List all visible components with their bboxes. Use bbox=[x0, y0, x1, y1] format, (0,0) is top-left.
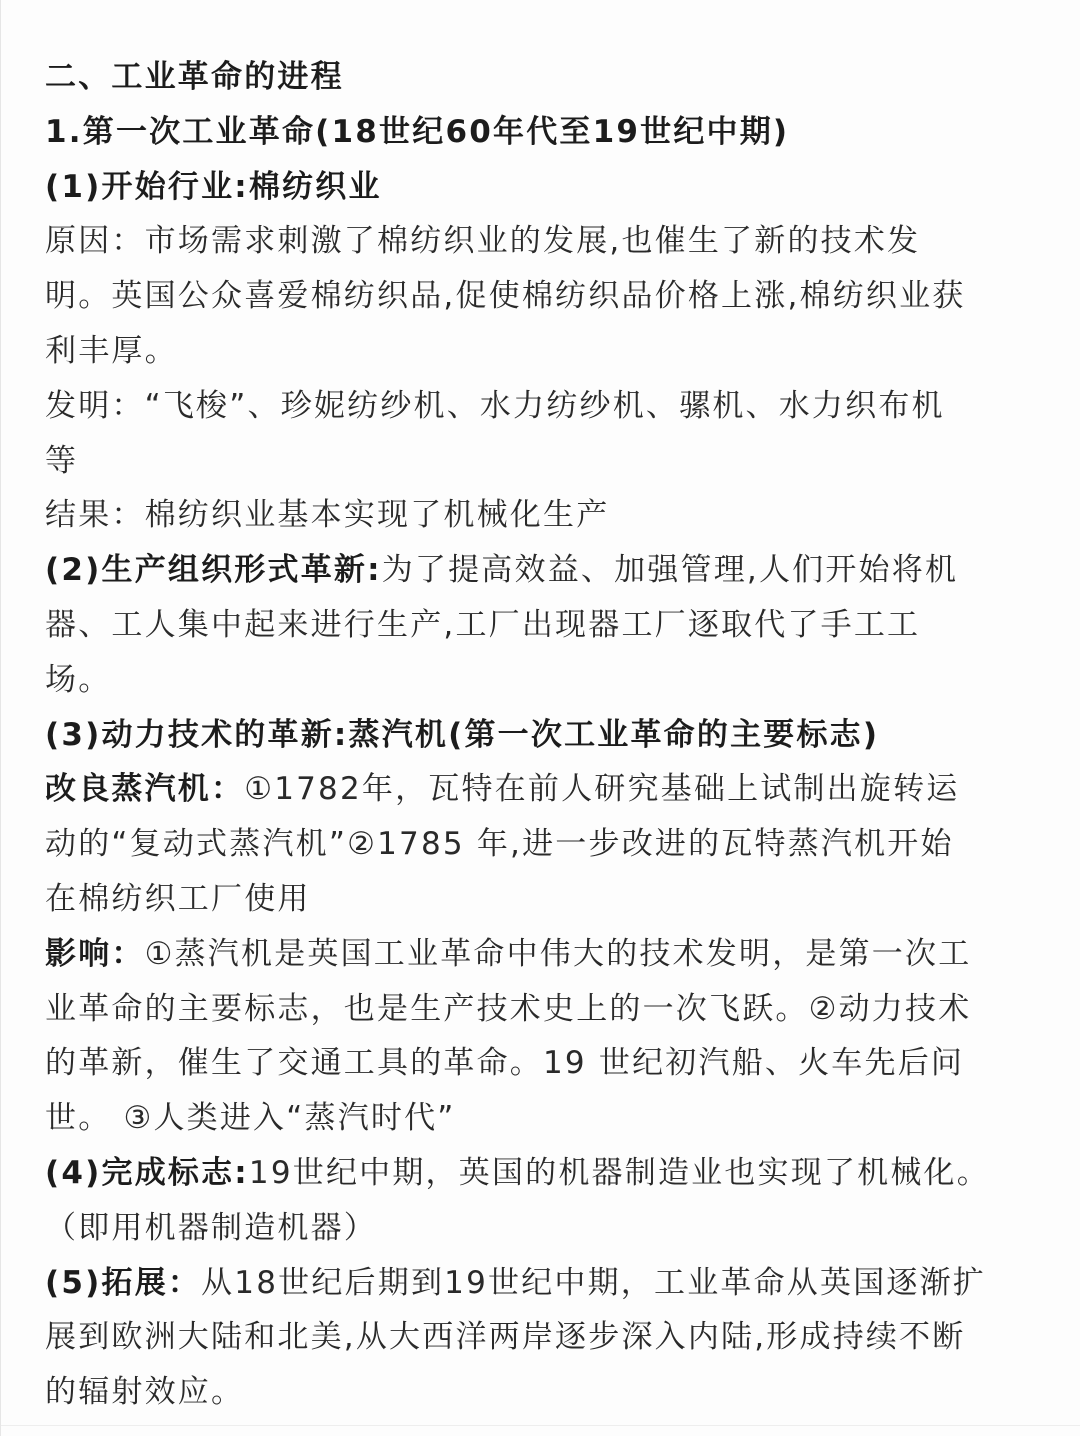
text-line: 利丰厚。 bbox=[45, 332, 178, 369]
subsection-heading: 1.第一次工业革命(18世纪60年代至19世纪中期) bbox=[45, 113, 790, 150]
text-line: 原因：市场需求刺激了棉纺织业的发展,也催生了新的技术发 bbox=[45, 223, 921, 260]
text-line: 发明：“飞梭”、珍妮纺纱机、水力纺纱机、骡机、水力织布机 bbox=[45, 387, 945, 424]
text-line: 结果：棉纺织业基本实现了机械化生产 bbox=[45, 497, 610, 534]
text-line: 动的“复动式蒸汽机”②1785 年,进一步改进的瓦特蒸汽机开始 bbox=[45, 826, 954, 863]
text-line: 器、工人集中起来进行生产,工厂出现器工厂逐取代了手工工 bbox=[45, 606, 921, 643]
text-line: 场。 bbox=[45, 661, 112, 698]
point-heading: (1)开始行业:棉纺织业 bbox=[45, 168, 382, 205]
text-line: 改良蒸汽机：①1782年，瓦特在前人研究基础上试制出旋转运 bbox=[45, 771, 960, 808]
point-heading: (4)完成标志:19世纪中期，英国的机器制造业也实现了机械化。 bbox=[45, 1154, 990, 1191]
text-line: 的辐射效应。 bbox=[45, 1374, 245, 1411]
text-line: 在棉纺织工厂使用 bbox=[45, 880, 311, 917]
text-line: 世。 ③人类进入“蒸汽时代” bbox=[45, 1100, 456, 1137]
text-line: 明。英国公众喜爱棉纺织品,促使棉纺织品价格上涨,棉纺织业获 bbox=[45, 278, 966, 315]
text-line: 业革命的主要标志，也是生产技术史上的一次飞跃。②动力技术 bbox=[45, 990, 972, 1027]
text-line: 影响：①蒸汽机是英国工业革命中伟大的技术发明，是第一次工 bbox=[45, 935, 972, 972]
point-heading: (2)生产组织形式革新:为了提高效益、加强管理,人们开始将机 bbox=[45, 552, 959, 589]
text-line: 等 bbox=[45, 442, 79, 479]
text-line: 展到欧洲大陆和北美,从大西洋两岸逐步深入内陆,形成持续不断 bbox=[45, 1319, 966, 1356]
text-line: 的革新，催生了交通工具的革命。19 世纪初汽船、火车先后问 bbox=[45, 1045, 965, 1082]
section-title: 二、工业革命的进程 bbox=[45, 59, 344, 95]
text-line: （即用机器制造机器） bbox=[45, 1209, 377, 1246]
point-heading: (3)动力技术的革新:蒸汽机(第一次工业革命的主要标志) bbox=[45, 716, 880, 753]
bottom-divider bbox=[1, 1425, 1080, 1426]
point-heading: (5)拓展：从18世纪后期到19世纪中期，工业革命从英国逐渐扩 bbox=[45, 1264, 986, 1301]
